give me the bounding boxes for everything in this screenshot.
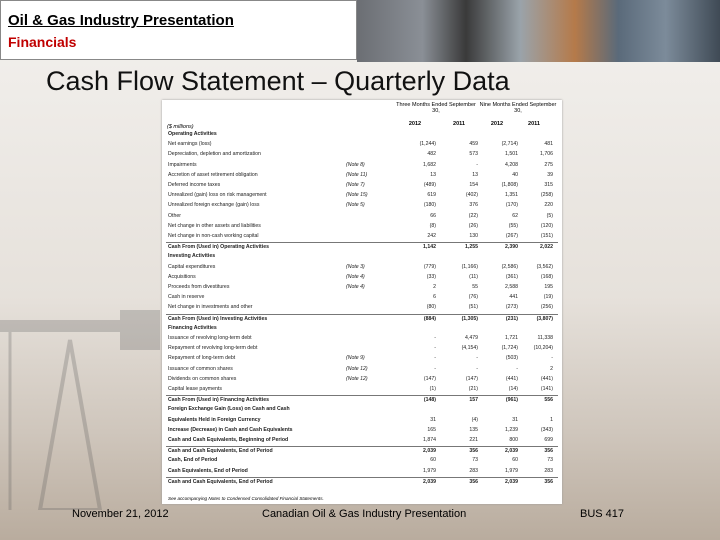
row-value: (33) (426, 273, 436, 280)
row-value: (441) (540, 375, 553, 382)
row-value: 1,501 (505, 151, 518, 158)
row-value: (170) (505, 202, 518, 209)
table-row (166, 314, 558, 324)
row-label: Unrealized foreign exchange (gain) loss (168, 202, 260, 209)
table-row (166, 456, 558, 465)
row-label: Dividends on common shares (168, 375, 237, 382)
row-label: Cash Equivalents, End of Period (168, 467, 248, 474)
row-label: Cash, End of Period (168, 457, 218, 464)
table-row (166, 191, 558, 200)
row-label: Capital expenditures (168, 263, 216, 270)
row-label: Foreign Exchange Gain (Loss) on Cash and Cash (168, 406, 290, 413)
table-row (166, 303, 558, 312)
row-value: (2,586) (501, 263, 518, 270)
row-label: Cash From (Used in) Operating Activities (168, 244, 269, 251)
row-label: Cash and Cash Equivalents, Beginning of Period (168, 437, 289, 443)
row-value: (961) (505, 397, 518, 404)
row-value: (14) (508, 386, 518, 392)
row-value: 482 (427, 151, 436, 158)
row-value: 283 (544, 467, 553, 474)
row-value: (402) (465, 192, 478, 199)
table-row (166, 365, 558, 374)
row-label: Cash From (Used in) Financing Activities (168, 397, 269, 404)
row-value: 356 (544, 448, 553, 455)
row-value: 66 (430, 212, 436, 219)
table-row (166, 252, 558, 261)
row-note: (Note 4) (346, 273, 365, 280)
statement-footnote: See accompanying Notes to Condensed Consolidated Financial Statements. (168, 496, 324, 501)
row-value: 1 (550, 416, 553, 423)
table-row (166, 344, 558, 353)
row-value: 73 (472, 457, 478, 464)
row-value: (258) (540, 192, 553, 199)
row-note: (Note 12) (346, 375, 368, 382)
row-value: 13 (472, 171, 478, 178)
row-value: (19) (543, 294, 553, 301)
row-value: 11,338 (537, 335, 553, 341)
table-row (166, 446, 558, 456)
row-value: (120) (540, 222, 553, 229)
row-value: (256) (540, 304, 553, 311)
row-label: Cash From (Used in) Investing Activities (168, 315, 268, 322)
col-header-label: Nine Months Ended September 30, (479, 102, 557, 114)
row-label: Cash in reserve (168, 294, 205, 301)
row-value: 2,039 (423, 448, 436, 455)
row-value: 4,479 (465, 335, 478, 341)
row-value: (5) (546, 212, 553, 219)
table-row (166, 222, 558, 231)
row-label: Repayment of long-term debt (168, 355, 236, 362)
row-value: (55) (508, 222, 518, 229)
row-value: (141) (540, 386, 553, 392)
row-value: 459 (469, 141, 478, 148)
row-value: - (516, 365, 518, 372)
col-header-nine-months (478, 102, 558, 114)
row-value: 1,721 (505, 335, 518, 341)
row-value: 60 (430, 457, 436, 464)
table-row (166, 171, 558, 180)
table-row (166, 385, 558, 394)
table-row (166, 334, 558, 343)
row-value: (343) (540, 426, 553, 433)
row-label: Proceeds from divestitures (168, 284, 230, 290)
row-label: Increase (Decrease) in Cash and Cash Equivalents (168, 426, 293, 433)
row-value: 315 (544, 182, 553, 188)
row-value: (4,154) (461, 345, 478, 352)
row-value: 31 (512, 416, 518, 423)
row-value: 135 (469, 426, 478, 433)
row-value: 275 (544, 161, 553, 168)
row-value: 2 (433, 284, 436, 290)
row-label: Acquisitions (168, 273, 196, 280)
row-value: 195 (544, 284, 553, 290)
row-value: 356 (544, 478, 553, 485)
table-row (166, 467, 558, 476)
row-value: 165 (427, 426, 436, 433)
row-note: (Note 9) (346, 355, 365, 362)
row-label: Net earnings (loss) (168, 141, 212, 148)
row-note: (Note 7) (346, 182, 365, 188)
row-label: Deferred income taxes (168, 182, 221, 188)
table-row (166, 324, 558, 333)
row-value: (503) (505, 355, 518, 362)
row-value: 356 (469, 478, 478, 485)
row-label: Capital lease payments (168, 386, 222, 392)
row-value: 2,022 (540, 244, 553, 251)
footer-presentation-name: Canadian Oil & Gas Industry Presentation (262, 508, 467, 520)
row-value: 39 (547, 171, 553, 178)
row-note: (Note 11) (346, 171, 368, 178)
row-value: 1,351 (505, 192, 518, 199)
row-value: (168) (540, 273, 553, 280)
row-value: (80) (426, 304, 436, 311)
row-value: 62 (512, 212, 518, 219)
pumpjack-silhouette-icon (0, 250, 170, 510)
row-label: Net change in non-cash working capital (168, 233, 259, 239)
row-value: (489) (423, 182, 436, 188)
row-value: (1,166) (461, 263, 478, 270)
row-value: (884) (423, 315, 436, 322)
row-label: Net change in other assets and liabilities (168, 222, 261, 229)
row-value: (1,305) (461, 315, 478, 322)
row-value: 55 (472, 284, 478, 290)
row-label: Operating Activities (168, 131, 217, 137)
row-label: Repayment of revolving long-term debt (168, 345, 258, 352)
row-value: (3,807) (536, 315, 553, 322)
row-value: 13 (430, 171, 436, 178)
table-row (166, 416, 558, 425)
row-value: - (476, 365, 478, 372)
row-value: (1,808) (501, 182, 518, 188)
row-value: 2,039 (423, 478, 436, 485)
row-value: (1,244) (419, 141, 436, 148)
row-value: - (434, 345, 436, 352)
row-value: (8) (429, 222, 436, 229)
row-value: 1,979 (423, 467, 436, 474)
footer-date: November 21, 2012 (72, 508, 169, 520)
row-value: 2,039 (505, 448, 518, 455)
table-row (166, 263, 558, 272)
row-value: 157 (469, 397, 478, 404)
row-value: (76) (468, 294, 478, 301)
table-row (166, 201, 558, 210)
row-value: (147) (465, 375, 478, 382)
row-note: (Note 8) (346, 161, 365, 168)
row-value: (147) (423, 375, 436, 382)
row-value: 2,588 (505, 284, 518, 290)
table-row (166, 150, 558, 159)
row-note: (Note 3) (346, 263, 365, 270)
slide-heading: Cash Flow Statement – Quarterly Data (46, 66, 510, 96)
row-value: 376 (469, 202, 478, 209)
table-row (166, 140, 558, 149)
row-value: (26) (468, 222, 478, 229)
year-header: 2012 (490, 121, 504, 127)
row-value: 1,706 (540, 151, 553, 158)
row-value: - (434, 365, 436, 372)
row-label: Accretion of asset retirement obligation (168, 171, 258, 178)
row-label: Depreciation, depletion and amortization (168, 151, 261, 158)
table-row (166, 161, 558, 170)
table-row (166, 242, 558, 252)
row-value: 1,874 (423, 437, 436, 443)
row-value: (148) (423, 397, 436, 404)
table-row (166, 283, 558, 292)
row-value: 800 (509, 437, 518, 443)
row-value: 619 (427, 192, 436, 199)
row-value: (11) (469, 273, 478, 280)
row-label: Other (168, 212, 181, 219)
row-value: 1,682 (423, 161, 436, 168)
col-header-label: Three Months Ended September 30, (396, 102, 476, 114)
row-value: 481 (544, 141, 553, 148)
header-photo-strip (357, 0, 720, 62)
row-value: - (551, 355, 553, 362)
row-value: 441 (509, 294, 518, 301)
units-label: ($ millions) (167, 124, 194, 130)
row-value: (2,714) (501, 141, 518, 148)
row-value: (151) (540, 233, 553, 239)
cash-flow-statement (162, 100, 562, 504)
table-row (166, 181, 558, 190)
row-note: (Note 15) (346, 192, 368, 199)
row-value: (21) (468, 386, 478, 392)
row-value: 60 (512, 457, 518, 464)
presentation-title: Oil & Gas Industry Presentation (8, 12, 234, 29)
row-label: Investing Activities (168, 253, 216, 260)
table-row (166, 293, 558, 302)
row-label: Net change in investments and other (168, 304, 253, 311)
row-value: 4,208 (505, 161, 518, 168)
col-header-three-months (396, 102, 476, 114)
row-value: (10,204) (533, 345, 553, 352)
row-value: 220 (544, 202, 553, 209)
slide-header (0, 0, 720, 62)
row-value: 356 (469, 448, 478, 455)
row-label: Issuance of revolving long-term debt (168, 335, 252, 341)
row-value: 2,039 (505, 478, 518, 485)
row-value: (51) (468, 304, 478, 311)
row-value: 1,142 (423, 244, 436, 251)
table-row (166, 477, 558, 487)
row-value: 2 (550, 365, 553, 372)
row-value: 31 (430, 416, 436, 423)
row-value: 73 (547, 457, 553, 464)
table-row (166, 375, 558, 384)
table-row (166, 405, 558, 414)
row-value: 573 (469, 151, 478, 158)
table-row (166, 212, 558, 221)
row-value: (361) (505, 273, 518, 280)
row-value: (1,724) (501, 345, 518, 352)
row-value: - (476, 355, 478, 362)
row-value: 154 (469, 182, 478, 188)
row-value: (3,562) (536, 263, 553, 270)
row-value: (267) (505, 233, 518, 239)
table-row (166, 354, 558, 363)
table-row (166, 273, 558, 282)
row-label: Equivalents Held in Foreign Currency (168, 416, 261, 423)
row-value: (180) (423, 202, 436, 209)
row-value: (231) (505, 315, 518, 322)
row-note: (Note 12) (346, 365, 368, 372)
row-value: (779) (423, 263, 436, 270)
row-label: Cash and Cash Equivalents, End of Period (168, 448, 273, 455)
footer-course-code: BUS 417 (580, 508, 625, 520)
row-label: Impairments (168, 161, 197, 168)
table-row (166, 395, 558, 405)
row-note: (Note 4) (346, 284, 365, 290)
year-header: 2011 (528, 121, 540, 127)
table-row (166, 130, 558, 139)
row-label: Unrealized (gain) loss on risk management (168, 192, 267, 199)
section-subtitle: Financials (8, 34, 77, 50)
row-note: (Note 5) (346, 202, 365, 209)
table-row (166, 232, 558, 241)
table-row (166, 436, 558, 445)
year-header: 2012 (408, 121, 422, 127)
row-value: 556 (544, 397, 553, 404)
row-label: Cash and Cash Equivalents, End of Period (168, 478, 273, 485)
row-value: - (434, 335, 436, 341)
row-value: (22) (468, 212, 478, 219)
row-label: Issuance of common shares (168, 365, 233, 372)
row-value: (441) (505, 375, 518, 382)
row-value: 2,390 (505, 244, 518, 251)
row-value: (1) (429, 386, 436, 392)
row-value: 1,239 (505, 426, 518, 433)
row-value: 130 (469, 233, 478, 239)
row-value: 283 (469, 467, 478, 474)
row-value: 221 (469, 437, 478, 443)
row-label: Financing Activities (168, 324, 217, 331)
row-value: 6 (433, 294, 436, 301)
row-value: - (434, 355, 436, 362)
table-row (166, 426, 558, 435)
row-value: (273) (505, 304, 518, 311)
row-value: 699 (544, 437, 553, 443)
row-value: 1,979 (505, 467, 518, 474)
row-value: - (476, 161, 478, 168)
row-value: 242 (427, 233, 436, 239)
title-box (0, 0, 357, 60)
year-header: 2011 (453, 121, 465, 127)
row-value: (4) (471, 416, 478, 423)
row-value: 1,255 (465, 244, 478, 251)
row-value: 40 (512, 171, 518, 178)
